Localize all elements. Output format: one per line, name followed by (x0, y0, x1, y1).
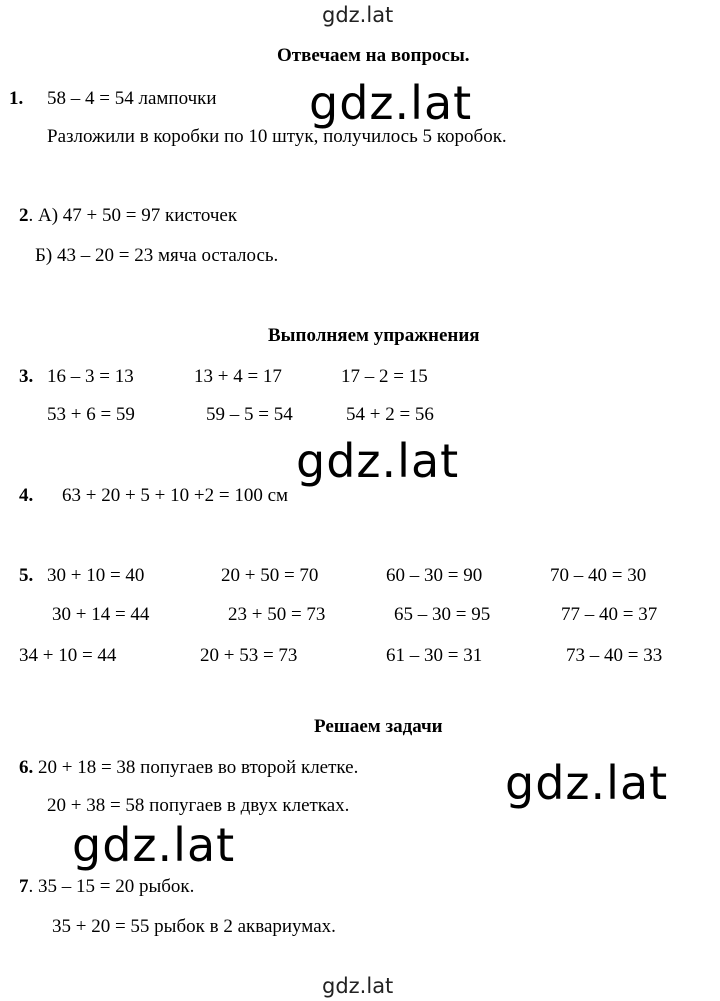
question-number-5: 5. (19, 565, 34, 586)
question-number-4: 4. (19, 485, 34, 506)
watermark-big-4: gdz.lat (72, 818, 236, 872)
q7-line1-wrap (19, 877, 194, 896)
q1-line1: 58 – 4 = 54 лампочки (47, 88, 217, 109)
q5-r2-c4: 77 – 40 = 37 (561, 604, 658, 625)
q5-r1-c1: 30 + 10 = 40 (47, 565, 145, 586)
watermark-bottom: gdz.lat (322, 974, 394, 998)
q3-r2-c3: 54 + 2 = 56 (346, 404, 434, 425)
q5-r3-c2: 20 + 53 = 73 (200, 645, 298, 666)
q5-r2-c1: 30 + 14 = 44 (52, 604, 150, 625)
q6-line1: 20 + 18 = 38 попугаев во второй клетке. (38, 757, 359, 778)
q2-line2: Б) 43 – 20 = 23 мяча осталось. (35, 245, 279, 266)
section-heading-exercises: Выполняем упражнения (268, 325, 480, 346)
q3-r1-c3: 17 – 2 = 15 (341, 366, 428, 387)
q3-r2-c2: 59 – 5 = 54 (206, 404, 293, 425)
q6-line2: 20 + 38 = 58 попугаев в двух клетках. (47, 795, 350, 816)
watermark-big-1: gdz.lat (309, 76, 473, 130)
q5-r1-c2: 20 + 50 = 70 (221, 565, 319, 586)
question-number-6: 6. (19, 757, 34, 778)
question-number-7: 7 (19, 876, 29, 897)
q2-line1-wrap (19, 206, 237, 225)
section-heading-answers: Отвечаем на вопросы. (277, 45, 470, 66)
q3-r2-c1: 53 + 6 = 59 (47, 404, 135, 425)
q7-line2: 35 + 20 = 55 рыбок в 2 аквариумах. (52, 916, 336, 937)
q5-r1-c4: 70 – 40 = 30 (550, 565, 647, 586)
watermark-big-2: gdz.lat (296, 434, 460, 488)
q4-line1: 63 + 20 + 5 + 10 +2 = 100 см (62, 485, 289, 506)
watermark-top: gdz.lat (322, 3, 394, 27)
q1-line2: Разложили в коробки по 10 штук, получилось 5 коробок. (47, 126, 507, 147)
q2-line1: . А) 47 + 50 = 97 кисточек (28, 205, 238, 226)
q3-r1-c2: 13 + 4 = 17 (194, 366, 282, 387)
q5-r2-c2: 23 + 50 = 73 (228, 604, 326, 625)
q5-r2-c3: 65 – 30 = 95 (394, 604, 491, 625)
q7-line1: . 35 – 15 = 20 рыбок. (28, 876, 195, 897)
section-heading-tasks: Решаем задачи (314, 716, 443, 737)
q5-r3-c1: 34 + 10 = 44 (19, 645, 117, 666)
question-number-2: 2 (19, 205, 29, 226)
watermark-big-3: gdz.lat (505, 756, 669, 810)
q5-r3-c3: 61 – 30 = 31 (386, 645, 483, 666)
q6-line1-wrap (19, 758, 358, 777)
q5-r1-c3: 60 – 30 = 90 (386, 565, 483, 586)
q3-r1-c1: 16 – 3 = 13 (47, 366, 134, 387)
question-number-3: 3. (19, 366, 34, 387)
question-number-1: 1. (9, 88, 24, 109)
q5-r3-c4: 73 – 40 = 33 (566, 645, 663, 666)
